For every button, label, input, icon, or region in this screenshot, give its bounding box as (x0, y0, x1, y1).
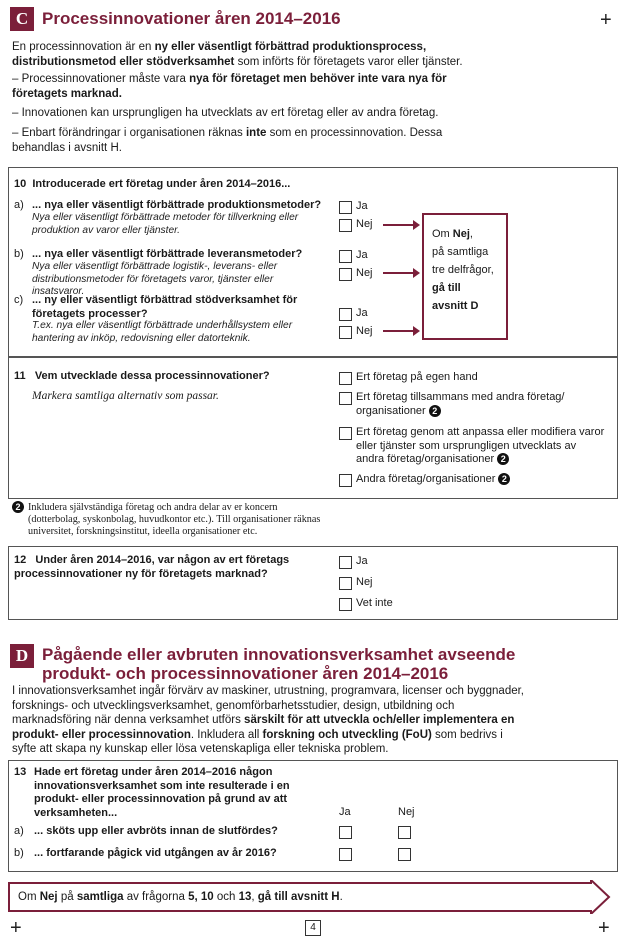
skip-to-section-d-callout: Om Nej, på samtliga tre delfrågor, gå till avsnitt D (422, 213, 508, 340)
q10b-hint: Nya eller väsentligt förbättrade logistik-, leverans- eller distributionsmetoder för företagets varor, tjänster eller insatsvaror. (32, 261, 278, 297)
q12-dontknow-checkbox[interactable] (339, 598, 352, 611)
q12-yes-label: Ja (356, 555, 368, 567)
q13a-no-checkbox[interactable] (398, 826, 411, 839)
q11-opt3-checkbox[interactable] (339, 427, 352, 440)
q11-opt3-label: Ert företag genom att anpassa eller modifiera varor eller tjänster som ursprungligen utvecklats av andra företag/organisationer 2 (356, 426, 605, 465)
registration-mark-top-right: + (600, 9, 612, 31)
q10c-yes-label: Ja (356, 307, 368, 319)
q13-yes-column-header: Ja (339, 806, 351, 818)
footnote-text: Inkludera självständiga företag och andra delar av er koncern (dotterbolag, syskonbolag, huvudkontor etc.). Till organisationer räknas universitet, forskningsinstitut, ideella organisationer etc. (28, 502, 321, 537)
q10a-arrow-icon (383, 224, 414, 226)
q11-opt1-checkbox[interactable] (339, 372, 352, 385)
q10b-yes-label: Ja (356, 249, 368, 261)
q13a-label: a) (14, 825, 24, 837)
q10-title: 10 Introducerade ert företag under åren 2014–2016... (14, 178, 291, 190)
q12-title: 12 Under åren 2014–2016, var någon av ert företags processinnovationer ny för företagets marknad? (14, 554, 290, 580)
q13-no-column-header: Nej (398, 806, 415, 818)
q10c-no-label: Nej (356, 325, 373, 337)
q10a-yes-checkbox[interactable] (339, 201, 352, 214)
q10b-no-checkbox[interactable] (339, 268, 352, 281)
section-d-title-line-1: Pågående eller avbruten innovationsverksamhet avseende (42, 645, 516, 664)
q11-opt2-checkbox[interactable] (339, 392, 352, 405)
q13-number: 13 (14, 766, 27, 778)
q10a-text: ... nya eller väsentligt förbättrade produktionsmetoder? (32, 199, 322, 211)
section-d-badge: D (10, 644, 34, 668)
q13b-yes-checkbox[interactable] (339, 848, 352, 861)
q11-opt4-checkbox[interactable] (339, 474, 352, 487)
q12-no-label: Nej (356, 576, 373, 588)
q10c-label: c) (14, 294, 24, 306)
registration-mark-bottom-right: + (598, 917, 610, 939)
q13b-label: b) (14, 847, 24, 859)
q11-opt4-label: Andra företag/organisationer 2 (356, 473, 606, 487)
q10a-no-checkbox[interactable] (339, 219, 352, 232)
q10c-text: ... ny eller väsentligt förbättrad stödverksamhet för företagets processer? (32, 294, 298, 320)
section-c-bullet-3: – Enbart förändringar i organisationen räknas inte som en processinnovation. Dessa behandlas i avsnitt H. (12, 127, 443, 154)
footnote-2-marker: 2 (497, 453, 509, 465)
q13a-yes-checkbox[interactable] (339, 826, 352, 839)
q12-yes-checkbox[interactable] (339, 556, 352, 569)
q11-opt1-label: Ert företag på egen hand (356, 371, 478, 383)
section-d-title-line-2: produkt- och processinnovationer åren 2014–2016 (42, 664, 449, 683)
section-c-bullet-1: – Processinnovationer måste vara nya för företaget men behöver inte vara nya för företagets marknad. (12, 73, 447, 100)
q10a-yes-label: Ja (356, 200, 368, 212)
section-c-badge: C (10, 7, 34, 31)
registration-mark-bottom-left: + (10, 917, 22, 939)
section-c-title: Processinnovationer åren 2014–2016 (42, 9, 341, 28)
section-c-bullet-2: – Innovationen kan ursprungligen ha utvecklats av ert företag eller av andra företag. (12, 107, 439, 119)
footnote-2-marker: 2 (429, 405, 441, 417)
q13-text: Hade ert företag under åren 2014–2016 någon innovationsverksamhet som inte resulterade i en produkt- eller processinnovation på grund av att verksamheten... (34, 766, 290, 819)
q10b-label: b) (14, 248, 24, 260)
q10b-yes-checkbox[interactable] (339, 250, 352, 263)
section-c-intro: En processinnovation är en ny eller väsentligt förbättrad produktionsprocess, distributionsmetod eller stödverksamhet som införts för företagets varor eller tjänster. (12, 41, 463, 68)
q13b-no-checkbox[interactable] (398, 848, 411, 861)
q10b-arrow-icon (383, 272, 414, 274)
q12-no-checkbox[interactable] (339, 577, 352, 590)
q10c-no-checkbox[interactable] (339, 326, 352, 339)
q10c-arrow-icon (383, 330, 414, 332)
divider (9, 356, 617, 358)
page-number: 4 (305, 920, 321, 936)
q11-hint: Markera samtliga alternativ som passar. (32, 390, 219, 402)
q12-dontknow-label: Vet inte (356, 597, 393, 609)
q10a-no-label: Nej (356, 218, 373, 230)
q10c-hint: T.ex. nya eller väsentligt förbättrade underhållsystem eller hantering av inköp, redovisning eller datorteknik. (32, 320, 293, 344)
q13b-text: ... fortfarande pågick vid utgången av år 2016? (34, 847, 277, 859)
q11-title: 11 Vem utvecklade dessa processinnovationer? (14, 370, 270, 382)
q10c-yes-checkbox[interactable] (339, 308, 352, 321)
q10a-label: a) (14, 199, 24, 211)
skip-to-section-h-note: Om Nej på samtliga av frågorna 5, 10 och 13, gå till avsnitt H. (18, 891, 343, 903)
footnote-2-marker: 2 (498, 473, 510, 485)
q11-opt2-label: Ert företag tillsammans med andra företag/ organisationer 2 (356, 391, 565, 417)
q10a-hint: Nya eller väsentligt förbättrade metoder för tillverkning eller produktion av varor eller tjänster. (32, 212, 299, 236)
q13a-text: ... sköts upp eller avbröts innan de slutfördes? (34, 825, 278, 837)
section-d-intro: I innovationsverksamhet ingår förvärv av maskiner, utrustning, programvara, licenser och byggnader, forsknings- och utvecklingsverksamhet, genomförbarhetsstudier, design, utbildning och marknadsföring när denna verksamhet utförs särskilt för att utveckla och/eller implementera en produkt- eller processinnovation. Inkludera all forskning och utveckling (FoU) som bedrivs i syfte att skapa ny kunskap eller lösa vetenskapliga eller tekniska problem. (12, 685, 525, 755)
q10b-no-label: Nej (356, 267, 373, 279)
footnote-marker: 2 (12, 501, 24, 513)
q10b-text: ... nya eller väsentligt förbättrade leveransmetoder? (32, 248, 303, 260)
